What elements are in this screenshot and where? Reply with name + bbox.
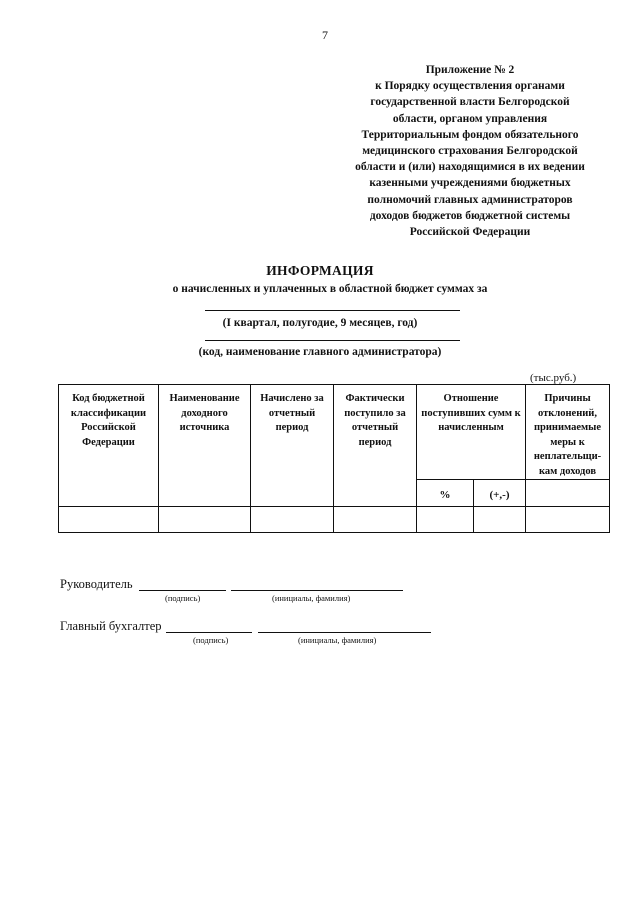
appendix-line: к Порядку осуществления органами bbox=[375, 80, 565, 93]
subheader-empty bbox=[526, 480, 610, 507]
page-number: 7 bbox=[322, 28, 328, 42]
appendix-line: медицинского страхования Белгородской bbox=[362, 145, 578, 158]
report-table bbox=[58, 384, 610, 533]
subheader-difference: (+,-) bbox=[474, 480, 526, 507]
accountant-label: Главный бухгалтер bbox=[60, 619, 162, 633]
head-name-caption: (инициалы, фамилия) bbox=[272, 593, 351, 603]
header-ratio: Отношение поступивших сумм к начисленным bbox=[417, 385, 526, 480]
appendix-header bbox=[320, 62, 620, 240]
document-subtitle: о начисленных и уплаченных в областной бюджет суммах за bbox=[172, 283, 488, 295]
document-title: ИНФОРМАЦИЯ bbox=[266, 263, 374, 278]
table-cell bbox=[474, 507, 526, 533]
table-cell bbox=[334, 507, 417, 533]
appendix-line: полномочий главных администраторов bbox=[367, 193, 573, 206]
appendix-line: Территориальным фондом обязательного bbox=[361, 128, 579, 141]
head-signature-line bbox=[139, 590, 226, 591]
head-sign-caption: (подпись) bbox=[165, 593, 201, 603]
header-budget-code: Код бюджетной классификации Российской Федерации bbox=[59, 385, 159, 507]
head-name-line bbox=[231, 590, 403, 591]
header-accrued: Начислено за отчетный период bbox=[251, 385, 334, 507]
appendix-line: Приложение № 2 bbox=[425, 64, 515, 76]
table-cell bbox=[526, 507, 610, 533]
head-label: Руководитель bbox=[60, 577, 133, 591]
table-cell bbox=[417, 507, 474, 533]
header-reasons: Причины отклонений, принимаемые меры к неплательщи-кам доходов bbox=[526, 385, 610, 480]
appendix-line: доходов бюджетов бюджетной системы bbox=[369, 209, 571, 222]
table-cell bbox=[251, 507, 334, 533]
accountant-signature-line bbox=[166, 632, 252, 633]
appendix-line: Российской Федерации bbox=[409, 226, 531, 239]
appendix-line: казенными учреждениями бюджетных bbox=[369, 177, 571, 190]
header-received: Фактически поступило за отчетный период bbox=[334, 385, 417, 507]
accountant-name-line bbox=[258, 632, 431, 633]
appendix-line: области и (или) находящимися в их ведении bbox=[355, 161, 585, 174]
table-cell bbox=[159, 507, 251, 533]
appendix-line: государственной власти Белгородской bbox=[370, 96, 570, 109]
subheader-percent: % bbox=[417, 480, 474, 507]
appendix-line: области, органом управления bbox=[392, 112, 548, 125]
admin-blank-line bbox=[205, 340, 460, 341]
period-caption: (I квартал, полугодие, 9 месяцев, год) bbox=[222, 317, 418, 329]
units-label: (тыс.руб.) bbox=[530, 372, 577, 384]
accountant-name-caption: (инициалы, фамилия) bbox=[298, 635, 377, 645]
period-blank-line bbox=[205, 310, 460, 311]
admin-caption: (код, наименование главного администратора) bbox=[198, 346, 442, 358]
table-cell bbox=[59, 507, 159, 533]
table-row bbox=[59, 507, 610, 533]
accountant-sign-caption: (подпись) bbox=[193, 635, 229, 645]
header-income-source: Наименование доходного источника bbox=[159, 385, 251, 507]
